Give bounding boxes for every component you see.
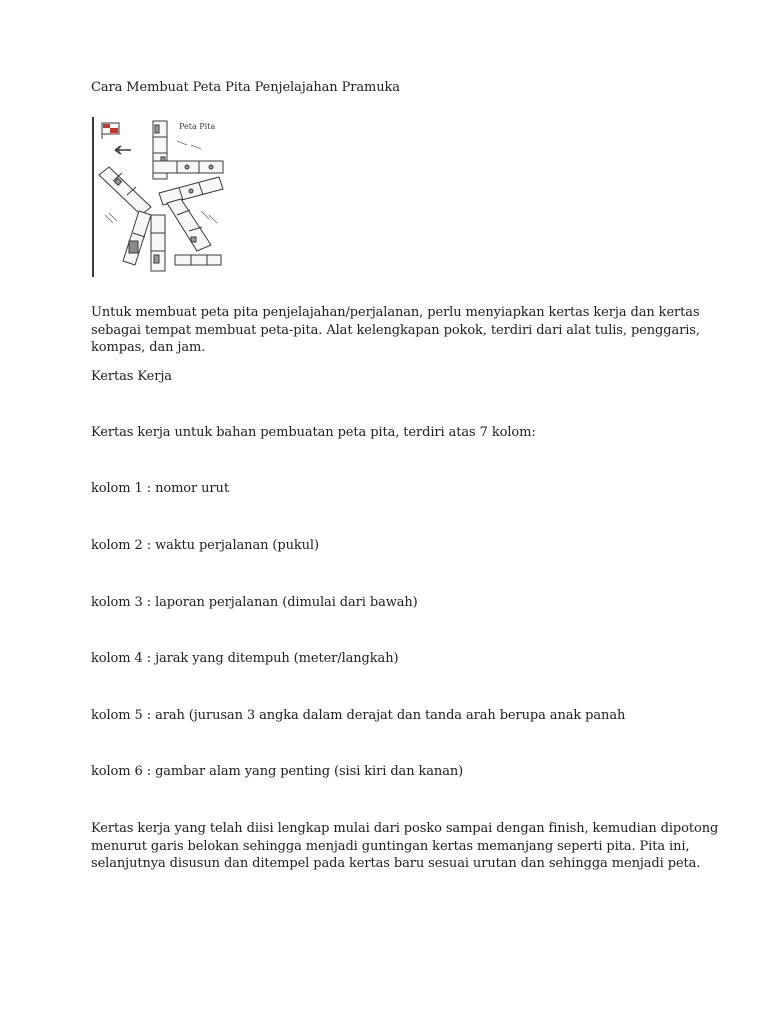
intro-line: sebagai tempat membuat peta-pita. Alat kelengkapan pokok, terdiri dari alat tulis, penggaris,: [91, 322, 700, 338]
section-heading: Kertas Kerja: [91, 369, 172, 384]
intro-line: Untuk membuat peta pita penjelajahan/perjalanan, perlu menyiapkan kertas kerja dan kertas: [91, 305, 700, 320]
document-title: Cara Membuat Peta Pita Penjelajahan Pramuka: [91, 80, 400, 95]
column-item: kolom 6 : gambar alam yang penting (sisi kiri dan kanan): [91, 764, 464, 779]
intro-paragraph: [91, 304, 700, 357]
column-item: kolom 2 : waktu perjalanan (pukul): [91, 538, 319, 553]
column-item: kolom 4 : jarak yang ditempuh (meter/langkah): [91, 651, 399, 666]
section-intro: Kertas kerja untuk bahan pembuatan peta pita, terdiri atas 7 kolom:: [91, 425, 536, 440]
tape-map-figure: [91, 115, 229, 279]
tape-map-sketch-icon: [91, 115, 229, 279]
closing-paragraph: [91, 820, 718, 873]
closing-line: Kertas kerja yang telah diisi lengkap mulai dari posko sampai dengan finish, kemudian dipotong: [91, 821, 719, 836]
closing-line: menurut garis belokan sehingga menjadi guntingan kertas memanjang seperti pita. Pita ini,: [91, 838, 690, 854]
column-item: kolom 3 : laporan perjalanan (dimulai dari bawah): [91, 595, 418, 610]
closing-line: selanjutnya disusun dan ditempel pada kertas baru sesuai urutan dan sehingga menjadi peta.: [91, 856, 701, 871]
figure-label: Peta Pita: [179, 122, 216, 131]
column-item: kolom 1 : nomor urut: [91, 481, 229, 496]
column-item: kolom 5 : arah (jurusan 3 angka dalam derajat dan tanda arah berupa anak panah: [91, 708, 626, 723]
intro-line: kompas, dan jam.: [91, 340, 206, 355]
